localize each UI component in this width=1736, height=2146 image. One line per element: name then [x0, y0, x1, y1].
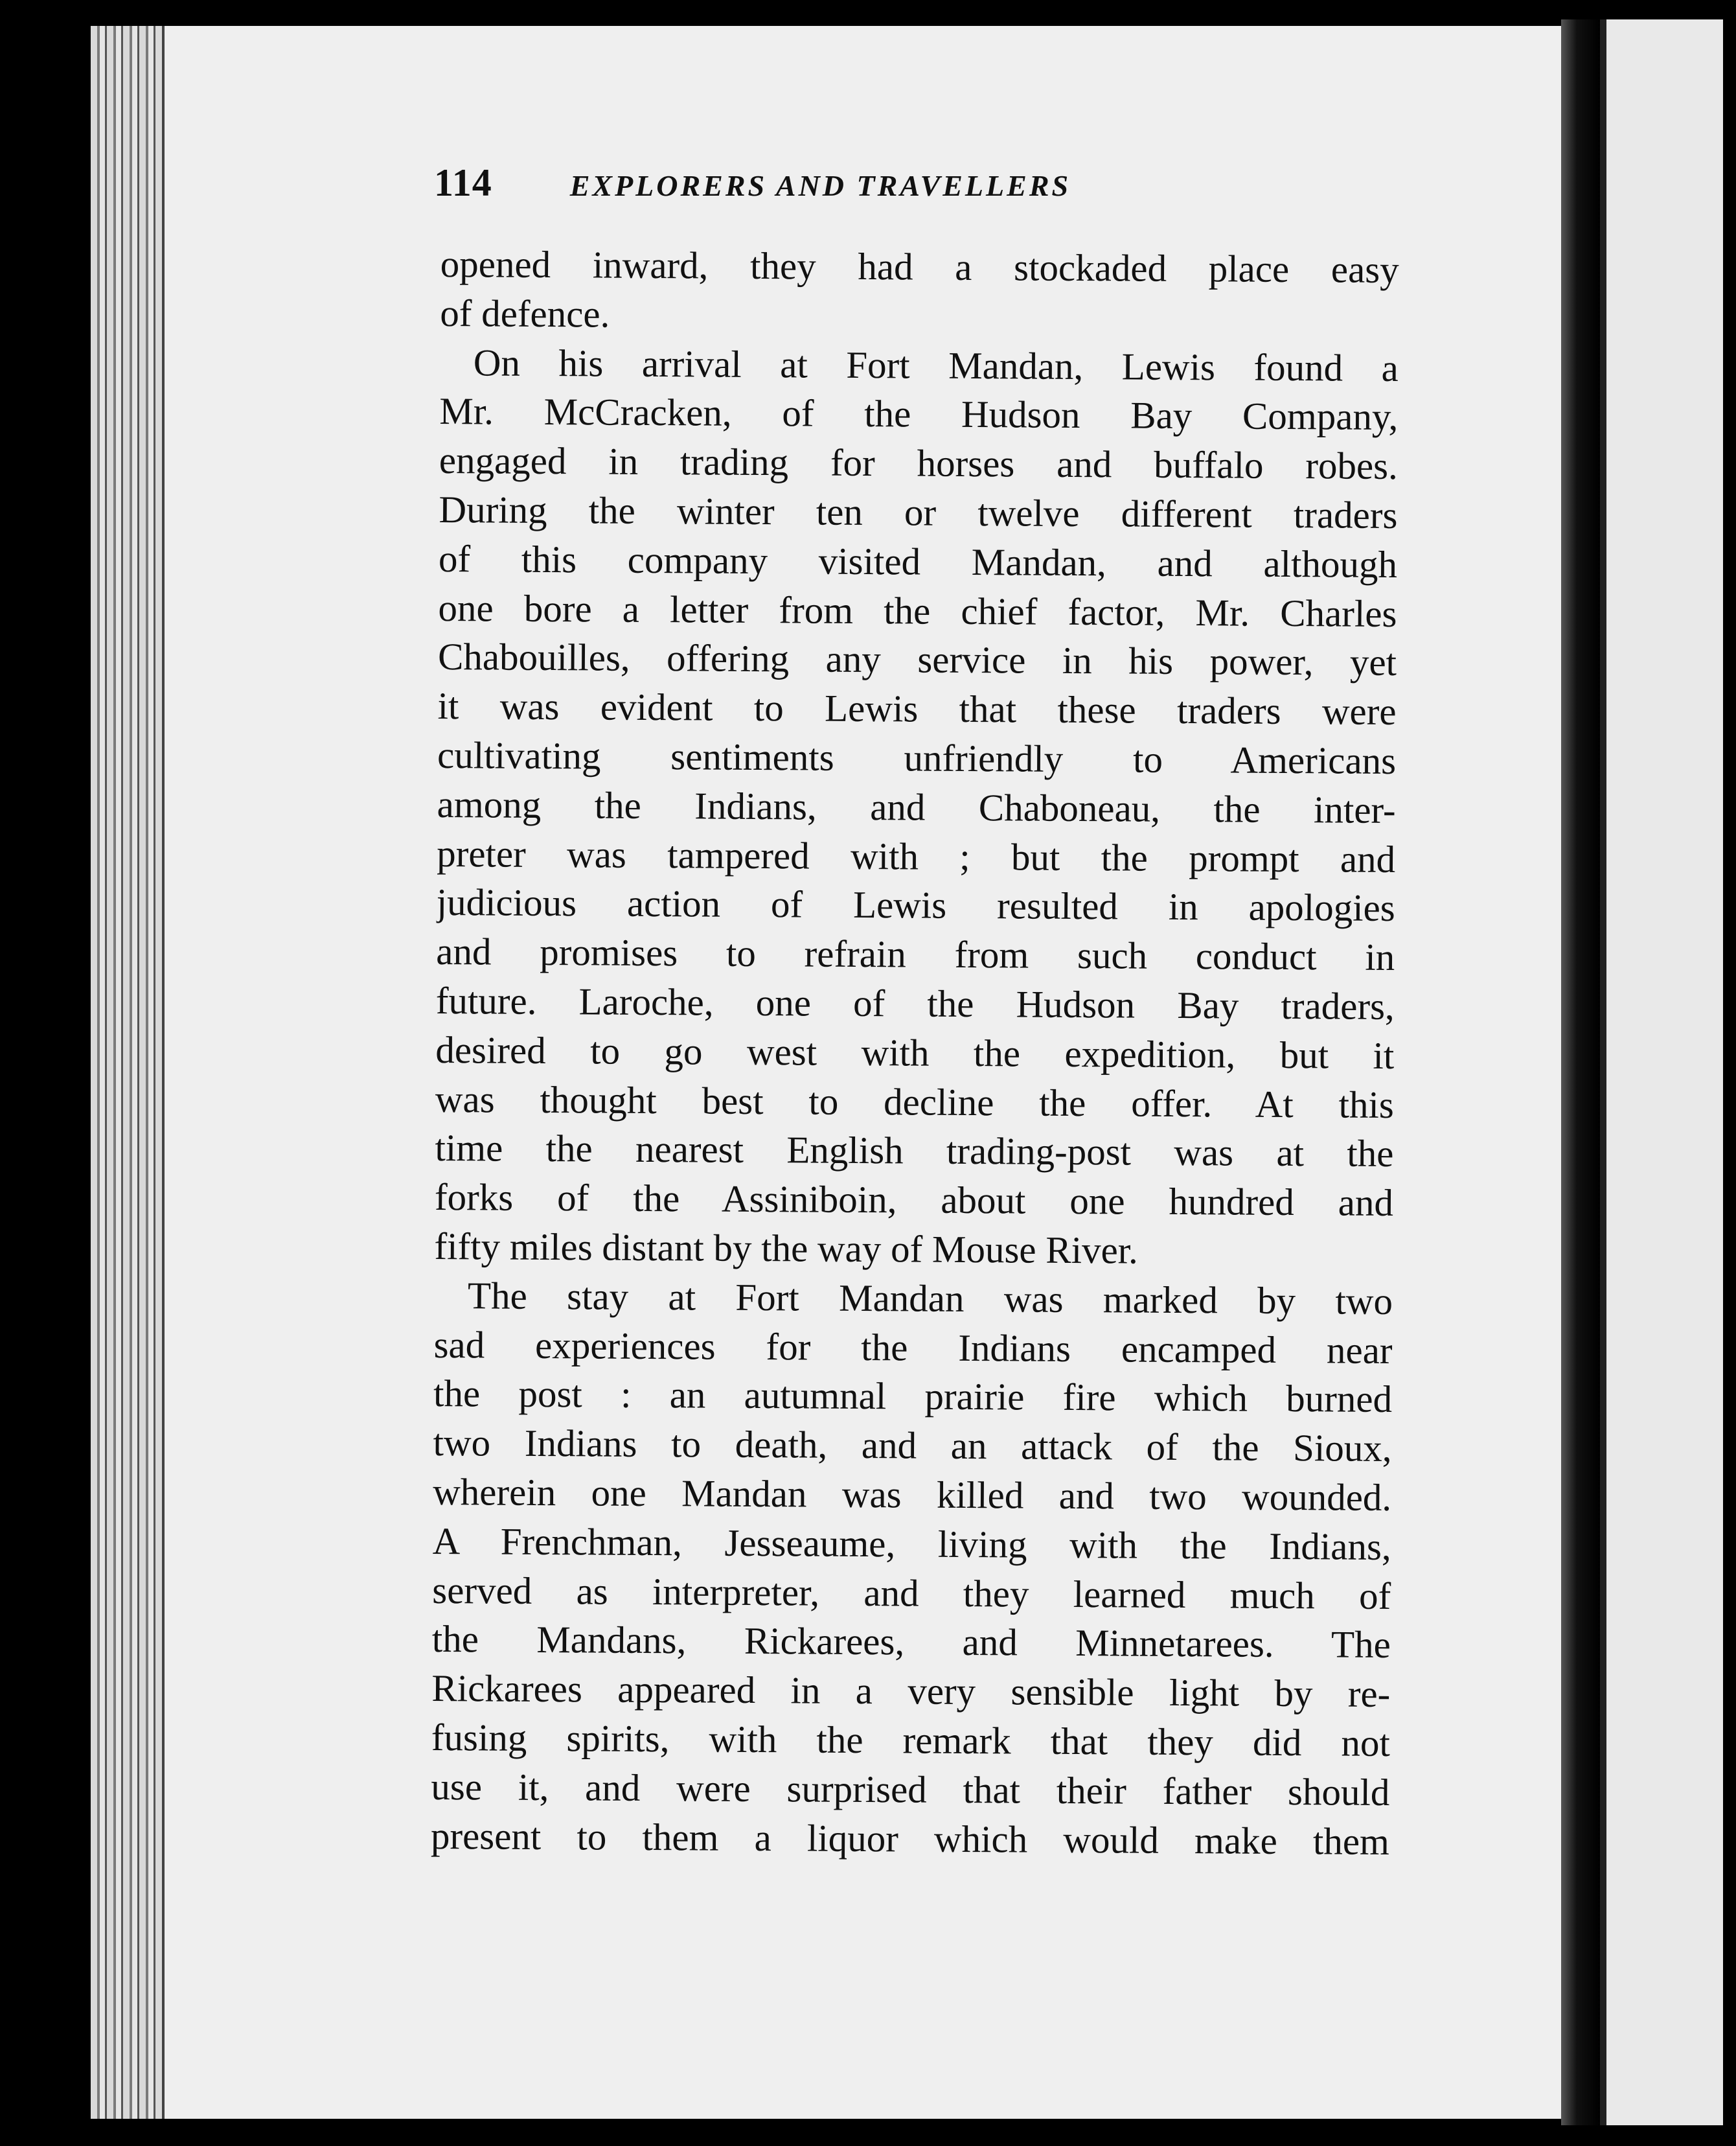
text-line: time the nearest English trading-post was at the	[435, 1126, 1394, 1175]
text-line: fusing spirits, with the remark that they did not	[431, 1715, 1391, 1764]
text-line: was thought best to decline the offer. At this	[435, 1077, 1395, 1126]
text-line: and promises to refrain from such conduct in	[436, 930, 1395, 979]
binding-gutter	[1561, 19, 1600, 2125]
text-line: fifty miles distant by the way of Mouse River.	[434, 1224, 1139, 1272]
text-line: of defence.	[440, 291, 610, 336]
text-line: cultivating sentiments unfriendly to Americans	[437, 733, 1397, 782]
text-line: During the winter ten or twelve different traders	[439, 487, 1398, 537]
text-line: On his arrival at Fort Mandan, Lewis found a	[473, 340, 1399, 389]
text-line: judicious action of Lewis resulted in apologies	[436, 881, 1395, 930]
text-line: one bore a letter from the chief factor, Mr. Charles	[438, 586, 1397, 635]
page-number: 114	[434, 161, 492, 204]
text-line: the post : an autumnal prairie fire which burned	[433, 1372, 1393, 1421]
text-line: it was evident to Lewis that these traders were	[437, 684, 1397, 733]
text-line: desired to go west with the expedition, but it	[435, 1028, 1395, 1077]
text-line: two Indians to death, and an attack of the Sioux,	[433, 1421, 1392, 1470]
text-line: of this company visited Mandan, and although	[438, 536, 1398, 586]
text-line: wherein one Mandan was killed and two wounded.	[432, 1470, 1392, 1519]
text-line: preter was tampered with ; but the prompt and	[437, 831, 1396, 881]
text-line: use it, and were surprised that their father should	[431, 1764, 1390, 1814]
text-line: Chabouilles, offering any service in his power, yet	[437, 635, 1397, 684]
text-line: future. Laroche, one of the Hudson Bay traders,	[435, 978, 1395, 1028]
text-line: engaged in trading for horses and buffalo robes.	[439, 439, 1399, 488]
body-text	[431, 240, 1399, 1866]
text-line: opened inward, they had a stockaded place easy	[440, 242, 1399, 292]
text-line: served as interpreter, and they learned much of	[432, 1568, 1391, 1617]
text-line: A Frenchman, Jesseaume, living with the Indians,	[432, 1519, 1391, 1568]
text-line: present to them a liquor which would make them	[430, 1814, 1390, 1863]
running-head: EXPLORERS AND TRAVELLERS	[569, 169, 1071, 202]
text-line: the Mandans, Rickarees, and Minnetarees. The	[431, 1617, 1391, 1667]
text-line: forks of the Assiniboin, about one hundred and	[434, 1175, 1394, 1225]
text-line: Mr. McCracken, of the Hudson Bay Company,	[439, 389, 1399, 439]
text-line: The stay at Fort Mandan was marked by two	[467, 1274, 1393, 1322]
page-header	[434, 161, 1218, 213]
text-line: sad experiences for the Indians encamped near	[433, 1322, 1393, 1372]
text-line: Rickarees appeared in a very sensible light by re-	[431, 1667, 1391, 1716]
text-line: among the Indians, and Chaboneau, the inter-	[437, 782, 1396, 831]
facing-page-edge	[1600, 19, 1723, 2125]
